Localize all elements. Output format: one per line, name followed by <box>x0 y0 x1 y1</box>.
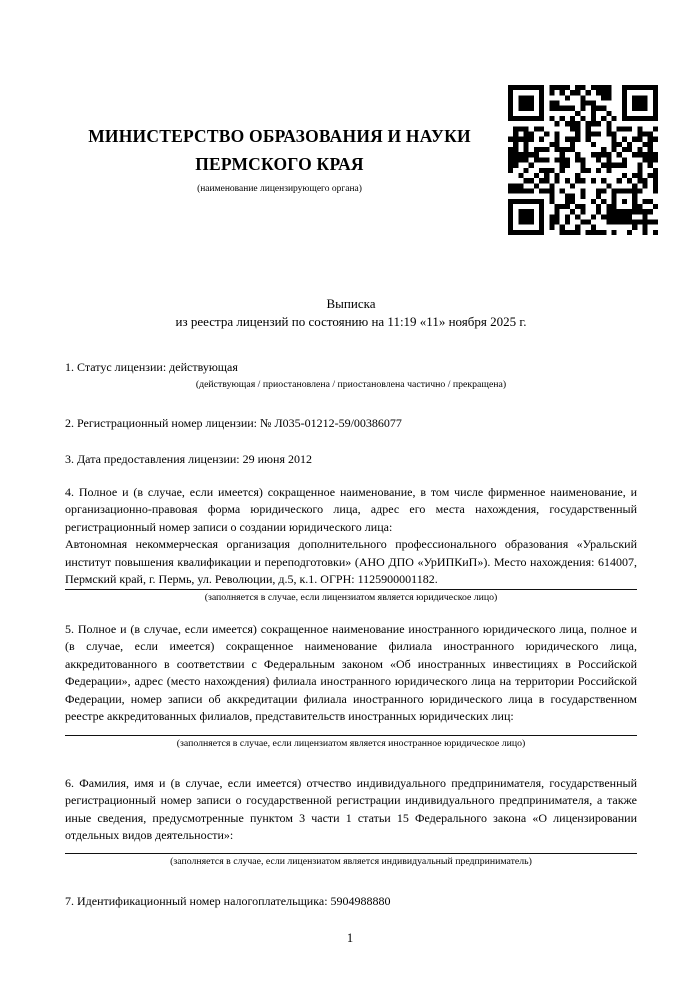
field-grant-date: 3. Дата предоставления лицензии: 29 июня 2012 <box>65 452 312 466</box>
field-license-status-text: 1. Статус лицензии: действующая <box>65 360 238 374</box>
licensing-authority-caption: (наименование лицензирующего органа) <box>197 184 362 194</box>
field-registration-number: 2. Регистрационный номер лицензии: № Л035-01212-59/00386077 <box>65 415 402 430</box>
field-license-status-caption: (действующая / приостановлена / приостановлена частично / прекращена) <box>195 378 507 390</box>
field-legal-entity <box>65 484 637 604</box>
document-title-line2: из реестра лицензий по состоянию на 11:19 «11» ноября 2025 г. <box>175 313 527 329</box>
underline-rule-foreign-entity <box>65 735 637 736</box>
field-foreign-entity-prompt: 5. Полное и (в случае, если имеется) сокращенное наименование иностранного юридического лица, полное и (в случае, если имеется) сокращенное наименование филиала иностранного юридического лица, аккредитованного в соответствии с Федеральным законом «Об иностранных инвестициях в Российской Федерации», адрес (место нахождения) филиала иностранного юридического лица на территории Российской Федерации, номер записи об аккредитации филиала иностранного юридического лица в государственном реестре аккредитованных филиалов, представительств иностранных юридических лиц: <box>65 621 637 723</box>
field-license-status <box>65 359 637 391</box>
field-individual-entrepreneur-prompt: 6. Фамилия, имя и (в случае, если имеется) отчество индивидуального предпринимателя, государственный регистрационный номер записи о государственной регистрации индивидуального предпринимателя, а также иные сведения, предусмотренные пунктом 3 части 1 статьи 15 Федерального закона «О лицензировании отдельных видов деятельности»: <box>65 775 637 842</box>
document-title <box>65 295 637 330</box>
qr-code-canvas <box>508 85 658 235</box>
underline-rule-individual-entrepreneur <box>65 853 637 854</box>
field-taxpayer-number: 7. Идентификационный номер налогоплательщика: 5904988880 <box>65 893 391 908</box>
document-title-line1: Выписка <box>326 296 376 311</box>
document-header <box>65 85 637 235</box>
field-foreign-entity <box>65 621 637 750</box>
licensing-authority-name-line1: МИНИСТЕРСТВО ОБРАЗОВАНИЯ И НАУКИ <box>88 126 471 146</box>
field-legal-entity-value: Автономная некоммерческая организация дополнительного профессионального образования «Уральский институт повышения квалификации и переподготовки» (АНО ДПО «УрИПКиП»). Место нахождения: 614007, Пермский край, г. Пермь, ул. Революции, д.5, к.1. ОГРН: 1125900001182. <box>65 537 637 586</box>
field-individual-entrepreneur-caption: (заполняется в случае, если лицензиатом является индивидуальный предприниматель) <box>170 855 532 867</box>
licensing-authority-name-line2: ПЕРМСКОГО КРАЯ <box>195 154 364 174</box>
underline-rule-legal-entity <box>65 589 637 590</box>
field-individual-entrepreneur <box>65 775 637 868</box>
field-legal-entity-caption: (заполняется в случае, если лицензиатом является юридическое лицо) <box>204 591 498 603</box>
field-foreign-entity-caption: (заполняется в случае, если лицензиатом является иностранное юридическое лицо) <box>176 737 526 749</box>
qr-code-icon <box>508 85 658 235</box>
page-number: 1 <box>346 931 354 945</box>
field-foreign-entity-empty-value <box>65 726 637 735</box>
field-legal-entity-prompt: 4. Полное и (в случае, если имеется) сокращенное наименование, в том числе фирменное наименование, и организационно-правовая форма юридического лица, адрес его места нахождения, государственный регистрационный номер записи о создании юридического лица: <box>65 484 637 534</box>
licensing-authority-block <box>65 85 508 195</box>
